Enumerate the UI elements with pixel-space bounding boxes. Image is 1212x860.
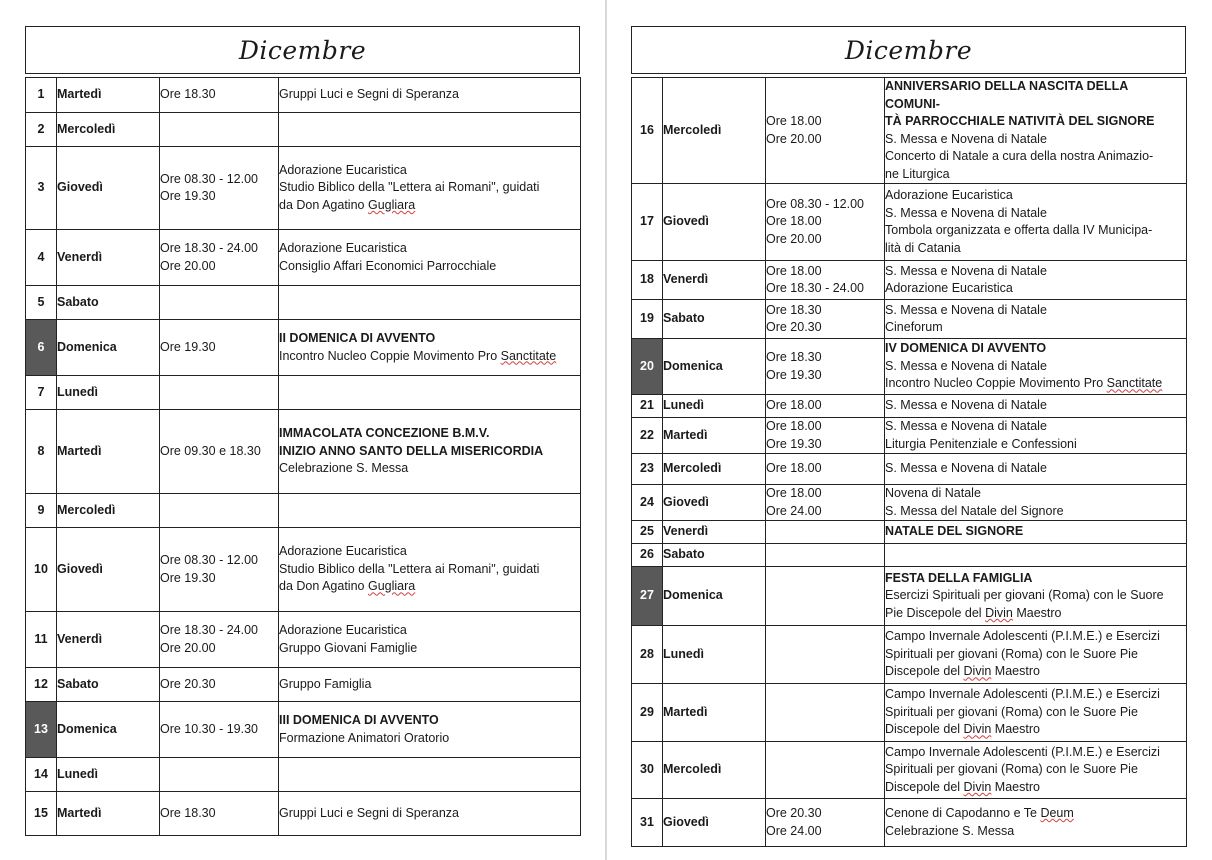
event-description: Concerto di Natale a cura della nostra Animazio- [885, 149, 1154, 163]
time-cell [766, 184, 885, 261]
event-description: Consiglio Affari Economici Parrocchiale [279, 258, 497, 273]
weekday-name: Martedì [57, 78, 160, 113]
event-cell [885, 339, 1187, 395]
event-cell [279, 147, 581, 230]
event-cell [279, 668, 581, 702]
event-heading: TÀ PARROCCHIALE NATIVITÀ DEL SIGNORE [885, 114, 1155, 128]
day-number: 9 [26, 494, 57, 528]
calendar-row [26, 230, 581, 286]
time-cell [160, 113, 279, 147]
day-number: 1 [26, 78, 57, 113]
weekday-name: Giovedì [663, 184, 766, 261]
weekday-name: Domenica [57, 702, 160, 758]
time-cell [160, 702, 279, 758]
event-time: Ore 19.30 [160, 189, 216, 203]
weekday-name: Lunedì [57, 376, 160, 410]
day-number: 18 [632, 261, 663, 300]
event-cell [279, 494, 581, 528]
event-time: Ore 08.30 - 12.00 [160, 171, 258, 186]
calendar-table [25, 77, 581, 836]
time-cell [160, 494, 279, 528]
event-time: Ore 20.30 [766, 806, 822, 820]
calendar-row [632, 184, 1187, 261]
time-cell [160, 758, 279, 792]
spellcheck-underline: Deum [1040, 806, 1074, 820]
weekday-name: Sabato [663, 544, 766, 567]
event-description: S. Messa e Novena di Natale [885, 358, 1047, 373]
calendar-row [26, 410, 581, 494]
calendar-row [26, 758, 581, 792]
calendar-row [26, 792, 581, 836]
event-description: Studio Biblico della "Lettera ai Romani", guidati [279, 561, 540, 576]
day-number: 15 [26, 792, 57, 836]
time-cell [160, 528, 279, 612]
calendar-row [26, 668, 581, 702]
day-number: 22 [632, 418, 663, 454]
day-number: 13 [26, 702, 57, 758]
weekday-name: Sabato [57, 668, 160, 702]
event-time: Ore 18.00 [766, 486, 822, 500]
event-cell [279, 702, 581, 758]
month-title: Dicembre [25, 26, 580, 74]
calendar-row [26, 494, 581, 528]
time-cell [766, 799, 885, 847]
day-number: 3 [26, 147, 57, 230]
event-time: Ore 08.30 - 12.00 [766, 196, 864, 211]
event-cell [885, 521, 1187, 544]
event-time: Ore 18.00 [766, 461, 822, 476]
event-heading: ANNIVERSARIO DELLA NASCITA DELLA COMUNI- [885, 79, 1128, 111]
calendar-row [26, 78, 581, 113]
event-description: Gruppi Luci e Segni di Speranza [279, 805, 459, 820]
event-time: Ore 20.00 [160, 258, 216, 273]
weekday-name: Venerdì [57, 612, 160, 668]
event-heading: III DOMENICA DI AVVENTO [279, 713, 439, 727]
time-cell [766, 78, 885, 184]
event-description: Pie Discepole del Divin Maestro [885, 605, 1062, 620]
calendar-row [26, 320, 581, 376]
spellcheck-underline: Sanctitate [1106, 376, 1163, 391]
event-time: Ore 19.30 [766, 367, 822, 382]
event-cell [885, 544, 1187, 567]
event-description: Spirituali per giovani (Roma) con le Suore Pie [885, 704, 1138, 719]
event-description: da Don Agatino Gugliara [279, 579, 416, 594]
time-cell [766, 544, 885, 567]
event-heading: IV DOMENICA DI AVVENTO [885, 341, 1047, 356]
spellcheck-underline: Divin [963, 722, 992, 737]
event-description: Novena di Natale [885, 486, 981, 500]
event-cell [279, 612, 581, 668]
weekday-name: Sabato [663, 300, 766, 339]
calendar-row [632, 544, 1187, 567]
calendar-row [632, 339, 1187, 395]
spellcheck-underline: Sanctitate [500, 348, 557, 363]
day-number: 21 [632, 395, 663, 418]
time-cell [160, 376, 279, 410]
event-cell [885, 454, 1187, 485]
event-cell [885, 261, 1187, 300]
event-cell [885, 300, 1187, 339]
event-description: ne Liturgica [885, 166, 950, 181]
time-cell [160, 320, 279, 376]
day-number: 28 [632, 626, 663, 684]
calendar-row [632, 300, 1187, 339]
calendar-row [26, 702, 581, 758]
time-cell [766, 742, 885, 799]
day-number: 17 [632, 184, 663, 261]
event-cell [885, 799, 1187, 847]
event-description: Incontro Nucleo Coppie Movimento Pro Sanctitate [279, 348, 557, 363]
day-number: 19 [632, 300, 663, 339]
event-description: Celebrazione S. Messa [279, 461, 409, 476]
event-time: Ore 20.00 [766, 231, 822, 246]
day-number: 23 [632, 454, 663, 485]
calendar-row [632, 626, 1187, 684]
event-cell [279, 758, 581, 792]
event-description: Discepole del Divin Maestro [885, 779, 1040, 794]
time-cell [766, 261, 885, 300]
calendar-row [26, 376, 581, 410]
event-cell [279, 230, 581, 286]
weekday-name: Mercoledì [57, 494, 160, 528]
event-description: Tombola organizzata e offerta dalla IV Municipa- [885, 223, 1153, 237]
event-heading: FESTA DELLA FAMIGLIA [885, 570, 1033, 585]
event-time: Ore 18.00 [766, 214, 822, 229]
spellcheck-underline: Gugliara [367, 579, 416, 594]
event-cell [885, 684, 1187, 742]
event-description: Gruppo Famiglia [279, 676, 372, 691]
day-number: 24 [632, 485, 663, 521]
weekday-name: Giovedì [57, 147, 160, 230]
event-time: Ore 18.30 [160, 805, 216, 820]
time-cell [160, 78, 279, 113]
event-description: Campo Invernale Adolescenti (P.I.M.E.) e Esercizi [885, 629, 1160, 644]
event-cell [885, 395, 1187, 418]
day-number: 14 [26, 758, 57, 792]
event-cell [885, 626, 1187, 684]
weekday-name: Martedì [663, 684, 766, 742]
calendar-table [631, 77, 1187, 847]
event-time: Ore 19.30 [766, 436, 822, 451]
event-time: Ore 18.00 [766, 263, 822, 278]
weekday-name: Mercoledì [663, 742, 766, 799]
day-number: 29 [632, 684, 663, 742]
calendar-row [26, 147, 581, 230]
calendar-row [26, 528, 581, 612]
month-title: Dicembre [631, 26, 1186, 74]
event-description: Campo Invernale Adolescenti (P.I.M.E.) e Esercizi [885, 687, 1160, 702]
event-description: Cineforum [885, 320, 943, 334]
time-cell [160, 230, 279, 286]
calendar-row [632, 418, 1187, 454]
event-cell [885, 485, 1187, 521]
event-time: Ore 09.30 e 18.30 [160, 443, 261, 458]
event-cell [885, 742, 1187, 799]
event-time: Ore 20.30 [766, 320, 822, 334]
event-description: lità di Catania [885, 240, 961, 255]
day-number: 27 [632, 567, 663, 626]
time-cell [766, 300, 885, 339]
event-time: Ore 18.30 - 24.00 [160, 623, 258, 637]
event-cell [885, 78, 1187, 184]
weekday-name: Venerdì [57, 230, 160, 286]
event-description: Studio Biblico della "Lettera ai Romani", guidati [279, 180, 540, 195]
day-number: 10 [26, 528, 57, 612]
day-number: 8 [26, 410, 57, 494]
event-time: Ore 20.30 [160, 676, 216, 691]
calendar-row [632, 454, 1187, 485]
calendar-row [632, 684, 1187, 742]
calendar-row [632, 395, 1187, 418]
event-time: Ore 24.00 [766, 503, 822, 518]
weekday-name: Lunedì [663, 395, 766, 418]
time-cell [766, 339, 885, 395]
calendar-row [26, 612, 581, 668]
weekday-name: Domenica [57, 320, 160, 376]
event-cell [279, 286, 581, 320]
weekday-name: Giovedì [663, 799, 766, 847]
time-cell [160, 792, 279, 836]
weekday-name: Giovedì [663, 485, 766, 521]
weekday-name: Giovedì [57, 528, 160, 612]
event-time: Ore 24.00 [766, 823, 822, 838]
spellcheck-underline: Divin [963, 779, 992, 794]
day-number: 16 [632, 78, 663, 184]
event-description: Spirituali per giovani (Roma) con le Suore Pie [885, 646, 1138, 661]
spellcheck-underline: Gugliara [367, 197, 416, 212]
time-cell [766, 485, 885, 521]
event-cell [279, 792, 581, 836]
event-heading: IMMACOLATA CONCEZIONE B.M.V. [279, 426, 490, 441]
event-description: Formazione Animatori Oratorio [279, 730, 450, 745]
day-number: 2 [26, 113, 57, 147]
event-description: S. Messa del Natale del Signore [885, 503, 1064, 518]
event-time: Ore 18.00 [766, 398, 822, 413]
time-cell [766, 454, 885, 485]
spellcheck-underline: Divin [963, 664, 992, 679]
event-description: Spirituali per giovani (Roma) con le Suore Pie [885, 762, 1138, 777]
weekday-name: Mercoledì [663, 78, 766, 184]
event-description: Adorazione Eucaristica [279, 623, 407, 637]
event-time: Ore 19.30 [160, 339, 216, 354]
day-number: 12 [26, 668, 57, 702]
weekday-name: Sabato [57, 286, 160, 320]
weekday-name: Lunedì [663, 626, 766, 684]
event-description: S. Messa e Novena di Natale [885, 398, 1047, 413]
event-description: Liturgia Penitenziale e Confessioni [885, 436, 1077, 451]
event-time: Ore 10.30 - 19.30 [160, 721, 258, 736]
weekday-name: Domenica [663, 567, 766, 626]
calendar-page-right [607, 0, 1212, 860]
event-description: Celebrazione S. Messa [885, 823, 1015, 838]
calendar-row [632, 261, 1187, 300]
time-cell [160, 286, 279, 320]
day-number: 20 [632, 339, 663, 395]
event-description: Discepole del Divin Maestro [885, 722, 1040, 737]
event-description: S. Messa e Novena di Natale [885, 205, 1047, 220]
calendar-row [632, 485, 1187, 521]
event-description: da Don Agatino Gugliara [279, 197, 416, 212]
weekday-name: Venerdì [663, 261, 766, 300]
time-cell [766, 684, 885, 742]
event-cell [279, 113, 581, 147]
event-cell [279, 78, 581, 113]
weekday-name: Martedì [57, 410, 160, 494]
event-cell [885, 567, 1187, 626]
event-description: Incontro Nucleo Coppie Movimento Pro Sanctitate [885, 376, 1163, 391]
time-cell [160, 612, 279, 668]
event-description: Esercizi Spirituali per giovani (Roma) con le Suore [885, 588, 1164, 603]
weekday-name: Mercoledì [57, 113, 160, 147]
day-number: 26 [632, 544, 663, 567]
time-cell [160, 668, 279, 702]
event-description: Campo Invernale Adolescenti (P.I.M.E.) e Esercizi [885, 744, 1160, 759]
event-time: Ore 18.30 [766, 350, 822, 364]
event-description: S. Messa e Novena di Natale [885, 131, 1047, 146]
event-description: S. Messa e Novena di Natale [885, 302, 1047, 317]
event-description: Adorazione Eucaristica [885, 281, 1013, 295]
event-description: S. Messa e Novena di Natale [885, 419, 1047, 433]
event-time: Ore 08.30 - 12.00 [160, 553, 258, 567]
spellcheck-underline: Divin [985, 605, 1013, 620]
day-number: 4 [26, 230, 57, 286]
event-description: Gruppi Luci e Segni di Speranza [279, 87, 459, 102]
time-cell [766, 395, 885, 418]
day-number: 25 [632, 521, 663, 544]
time-cell [766, 521, 885, 544]
event-description: Discepole del Divin Maestro [885, 664, 1040, 679]
time-cell [766, 567, 885, 626]
event-time: Ore 18.30 [766, 302, 822, 317]
day-number: 30 [632, 742, 663, 799]
event-description: Adorazione Eucaristica [885, 188, 1013, 202]
weekday-name: Mercoledì [663, 454, 766, 485]
time-cell [160, 410, 279, 494]
event-time: Ore 18.00 [766, 114, 822, 128]
event-time: Ore 20.00 [160, 640, 216, 655]
event-time: Ore 20.00 [766, 131, 822, 146]
weekday-name: Martedì [57, 792, 160, 836]
event-heading: NATALE DEL SIGNORE [885, 524, 1024, 539]
event-time: Ore 18.30 [160, 87, 216, 102]
day-number: 7 [26, 376, 57, 410]
calendar-row [632, 521, 1187, 544]
event-heading: II DOMENICA DI AVVENTO [279, 331, 436, 345]
event-cell [279, 410, 581, 494]
event-description: Adorazione Eucaristica [279, 162, 407, 177]
calendar-row [26, 286, 581, 320]
day-number: 6 [26, 320, 57, 376]
event-cell [885, 418, 1187, 454]
weekday-name: Martedì [663, 418, 766, 454]
event-cell [885, 184, 1187, 261]
event-time: Ore 18.00 [766, 419, 822, 433]
time-cell [766, 418, 885, 454]
day-number: 11 [26, 612, 57, 668]
event-cell [279, 376, 581, 410]
day-number: 31 [632, 799, 663, 847]
event-cell [279, 528, 581, 612]
time-cell [160, 147, 279, 230]
event-description: Gruppo Giovani Famiglie [279, 640, 418, 655]
weekday-name: Lunedì [57, 758, 160, 792]
event-heading: INIZIO ANNO SANTO DELLA MISERICORDIA [279, 443, 544, 458]
event-description: S. Messa e Novena di Natale [885, 263, 1047, 278]
event-description: Adorazione Eucaristica [279, 241, 407, 255]
weekday-name: Domenica [663, 339, 766, 395]
calendar-row [632, 567, 1187, 626]
event-description: Cenone di Capodanno e Te Deum [885, 806, 1074, 820]
event-description: S. Messa e Novena di Natale [885, 461, 1047, 476]
event-time: Ore 18.30 - 24.00 [766, 281, 864, 295]
calendar-row [632, 742, 1187, 799]
calendar-row [632, 78, 1187, 184]
calendar-row [632, 799, 1187, 847]
time-cell [766, 626, 885, 684]
day-number: 5 [26, 286, 57, 320]
event-time: Ore 18.30 - 24.00 [160, 241, 258, 255]
event-cell [279, 320, 581, 376]
event-description: Adorazione Eucaristica [279, 544, 407, 559]
event-time: Ore 19.30 [160, 570, 216, 585]
calendar-row [26, 113, 581, 147]
weekday-name: Venerdì [663, 521, 766, 544]
